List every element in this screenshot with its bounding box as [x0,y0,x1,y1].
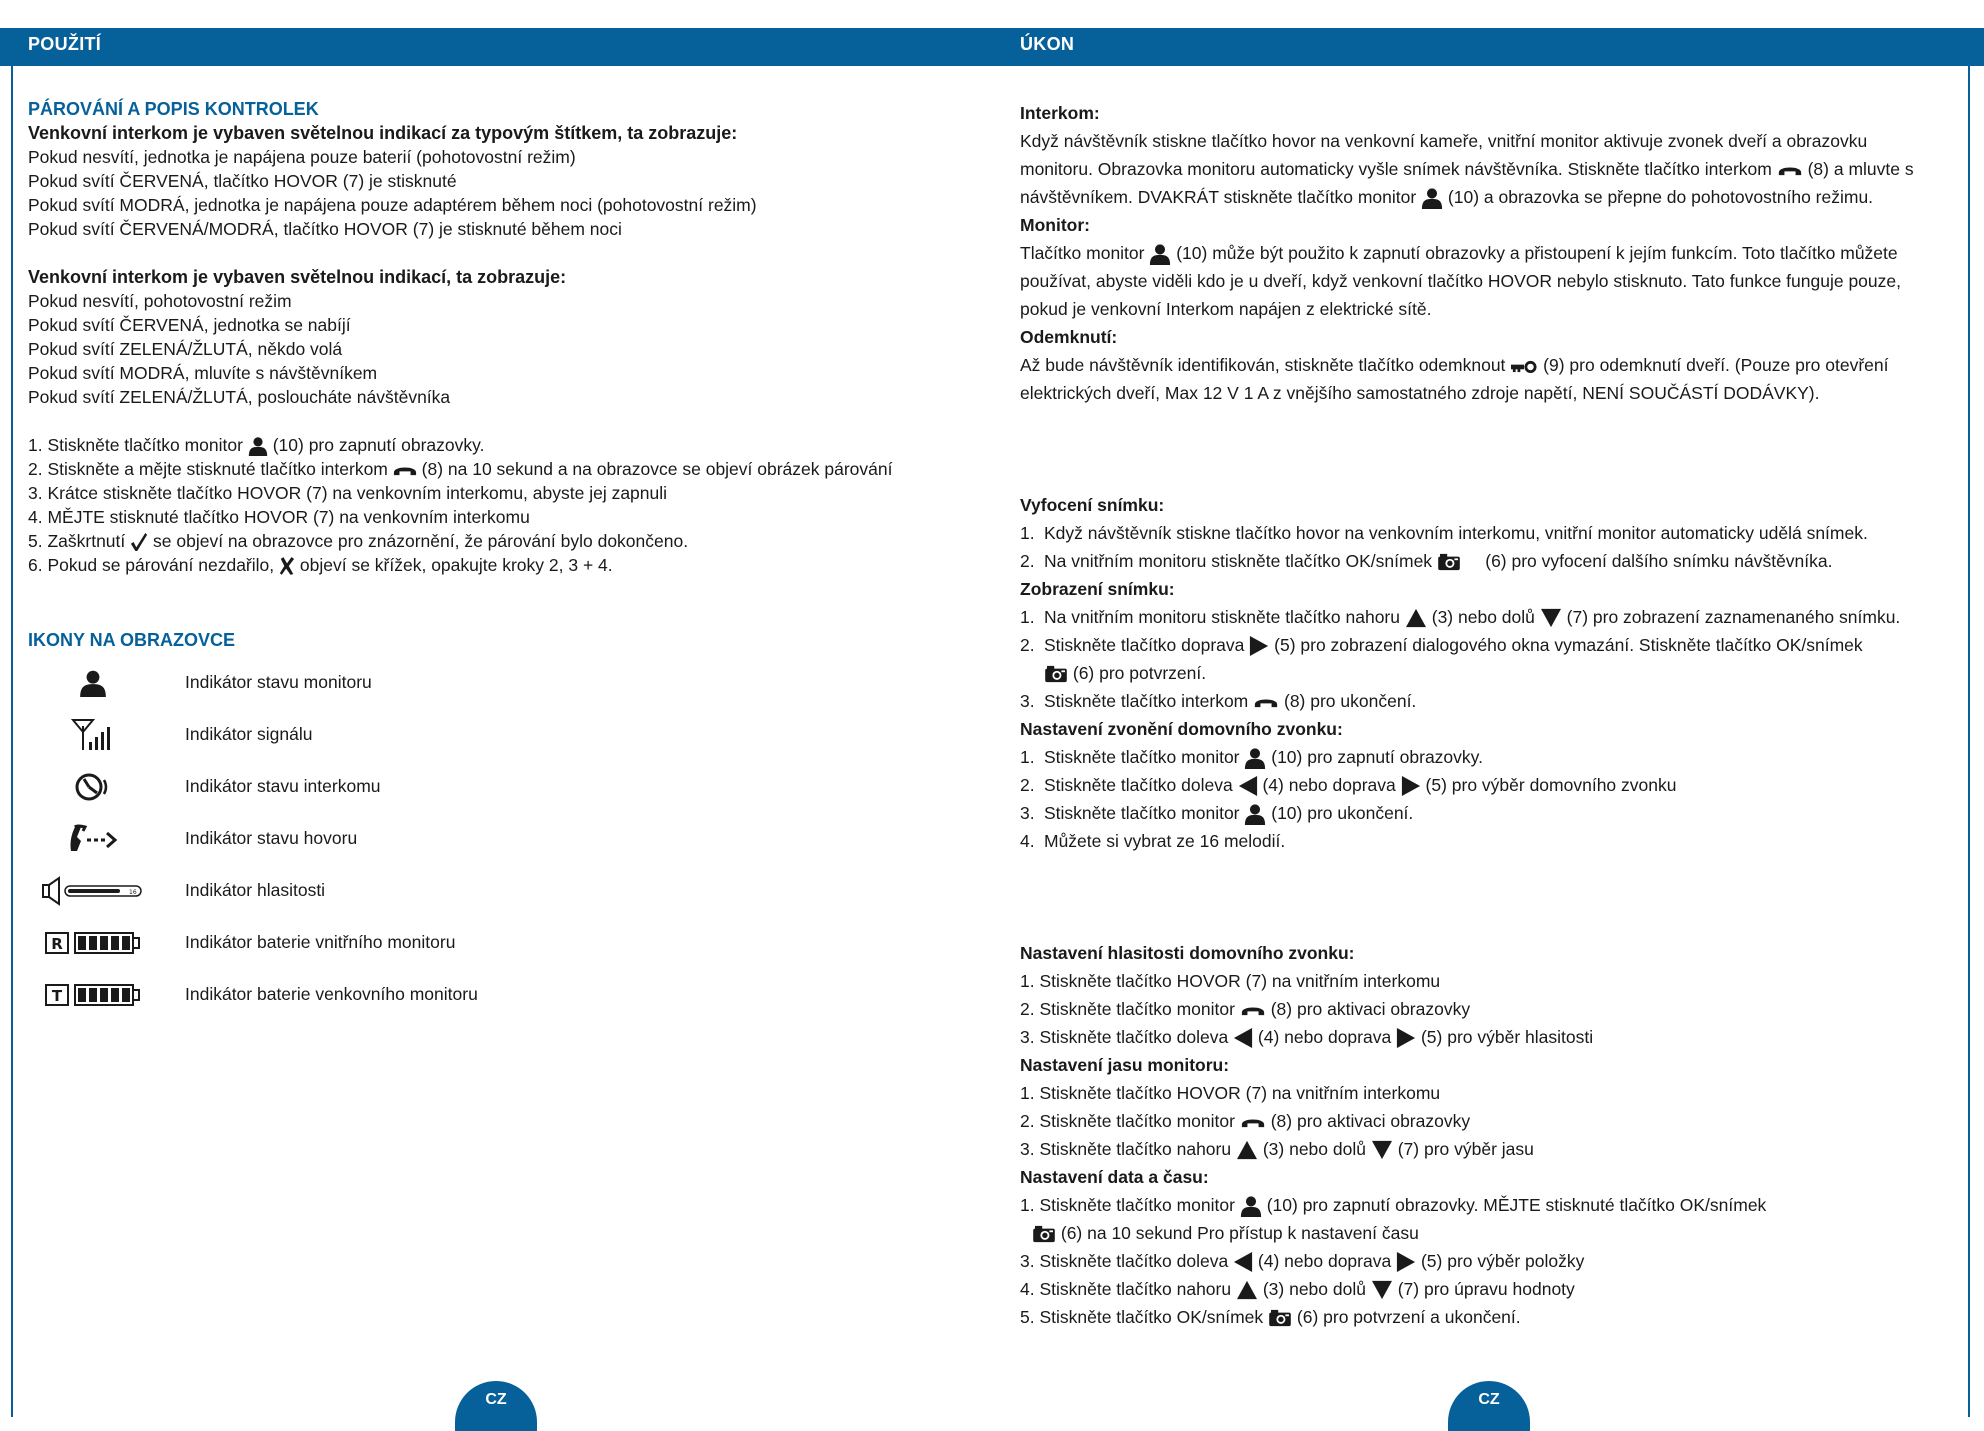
page-tab-left: CZ [455,1381,537,1431]
unlock-title: Odemknutí: [1020,327,1118,347]
intercom-line: návštěvníkem. DVAKRÁT stiskněte tlačítko monitor (10) a obrazovka se přepne do pohotovostního režimu. [1020,183,1970,211]
unlock-line: elektrických dveří, Max 12 V 1 A z vnějšího samostatného zdroje napětí, NENÍ SOUČÁSTÍ DODÁVKY). [1020,383,1820,403]
svg-text:16: 16 [129,889,137,896]
pairing-block2-line: Pokud nesvítí, pohotovostní režim [28,291,292,311]
icon-label: Indikátor stavu hovoru [185,828,358,848]
pairing-step-1: 1. Stiskněte tlačítko monitor (10) pro zapnutí obrazovky. [28,435,485,455]
down-arrow-icon [1371,1140,1393,1160]
battery-t-icon [45,982,141,1008]
volume-line: 3. Stiskněte tlačítko doleva (4) nebo doprava (5) pro výběr hlasitosti [1020,1023,1970,1051]
icon-label: Indikátor hlasitosti [185,880,326,900]
down-arrow-icon [1540,608,1562,628]
icon-row [28,663,728,703]
icon-label: Indikátor baterie venkovního monitoru [185,984,478,1004]
person-icon [1240,1195,1262,1217]
view-item: 2. Stiskněte tlačítko doprava (5) pro zobrazení dialogového okna vymazání. Stiskněte tlačítko OK/snímek [1020,631,1970,659]
datetime-line: 5. Stiskněte tlačítko OK/snímek (6) pro potvrzení a ukončení. [1020,1307,1521,1327]
intercom-line: Když návštěvník stiskne tlačítko hovor na venkovní kameře, vnitřní monitor aktivuje zvonek dveří a obrazovku [1020,131,1868,151]
key-icon [1510,360,1538,373]
camera-icon [1032,1225,1056,1243]
monitor-line: pokud je venkovní Interkom napájen z elektrické sítě. [1020,299,1432,319]
icon-label: Indikátor signálu [185,724,313,744]
icon-label: Indikátor stavu interkomu [185,776,381,796]
monitor-line: používat, abyste viděli kdo je u dveří, když venkovní tlačítko HOVOR nebylo stisknuto. Tato funkce funguje pouze, [1020,271,1901,291]
up-arrow-icon [1236,1140,1258,1160]
icon-row [28,715,728,755]
icon-row [28,975,728,1015]
icon-label: Indikátor baterie vnitřního monitoru [185,932,456,952]
icon-row [28,819,728,859]
right-arrow-icon [1249,635,1269,657]
left-arrow-icon [1233,1251,1253,1273]
camera-icon [1044,665,1068,683]
phone-icon [1240,1004,1266,1017]
pairing-block1-heading: Venkovní interkom je vybaven světelnou indikací za typovým štítkem, ta zobrazuje: [28,123,738,143]
volume-title: Nastavení hlasitosti domovního zvonku: [1020,943,1355,963]
icons-title: IKONY NA OBRAZOVCE [28,630,236,650]
pairing-block1-line: Pokud svítí ČERVENÁ, tlačítko HOVOR (7) je stisknuté [28,171,457,191]
pairing-step-5: 5. Zaškrtnutí se objeví na obrazovce pro znázornění, že párování bylo dokončeno. [28,531,689,551]
down-arrow-icon [1371,1280,1393,1300]
view-item: 1. Na vnitřním monitoru stiskněte tlačítko nahoru (3) nebo dolů (7) pro zobrazení zaznamenaného snímku. [1020,607,1901,627]
snapshot-item: 1. Když návštěvník stiskne tlačítko hovor na venkovním interkomu, vnitřní monitor automaticky udělá snímek. [1020,523,1868,543]
pairing-block2-line: Pokud svítí ZELENÁ/ŽLUTÁ, někdo volá [28,339,343,359]
datetime-title: Nastavení data a času: [1020,1167,1209,1187]
volume-line: 2. Stiskněte tlačítko monitor (8) pro aktivaci obrazovky [1020,999,1471,1019]
pairing-block1-line: Pokud svítí MODRÁ, jednotka je napájena pouze adaptérem během noci (pohotovostní režim) [28,195,757,215]
datetime-line: 4. Stiskněte tlačítko nahoru (3) nebo dolů (7) pro úpravu hodnoty [1020,1279,1575,1299]
icon-row [28,767,728,807]
battery-letter: R [51,935,63,953]
page-tab-right: CZ [1448,1381,1530,1431]
left-arrow-icon [1238,775,1258,797]
pairing-step-4: 4. MĚJTE stisknuté tlačítko HOVOR (7) na venkovním interkomu [28,507,530,527]
battery-r-icon [45,930,141,956]
ring-item: 3. Stiskněte tlačítko monitor (10) pro ukončení. [1020,799,1970,827]
right-arrow-icon [1396,1027,1416,1049]
intercom-status-icon [73,771,113,803]
pairing-title: PÁROVÁNÍ A POPIS KONTROLEK [28,99,319,119]
brightness-title: Nastavení jasu monitoru: [1020,1055,1230,1075]
up-arrow-icon [1405,608,1427,628]
person-icon [1421,187,1443,209]
header-right-title: ÚKON [1020,34,1075,54]
ring-item: 1. Stiskněte tlačítko monitor (10) pro zapnutí obrazovky. [1020,743,1970,771]
person-icon [1244,747,1266,769]
brightness-line: 1. Stiskněte tlačítko HOVOR (7) na vnitřním interkomu [1020,1083,1441,1103]
unlock-line: Až bude návštěvník identifikován, stiskněte tlačítko odemknout (9) pro odemknutí dveří. (Pouze pro otevření [1020,355,1889,375]
pairing-step-6: 6. Pokud se párování nezdařilo, objeví se křížek, opakujte kroky 2, 3 + 4. [28,555,613,575]
person-icon [1149,243,1171,265]
icon-row [28,923,728,963]
icon-label: Indikátor stavu monitoru [185,672,372,692]
view-item: 3. Stiskněte tlačítko interkom (8) pro ukončení. [1020,691,1417,711]
monitor-title: Monitor: [1020,215,1090,235]
pairing-block2-heading: Venkovní interkom je vybaven světelnou indikací, ta zobrazuje: [28,267,567,287]
pairing-block2-line: Pokud svítí ČERVENÁ, jednotka se nabíjí [28,315,351,335]
datetime-line: 1. Stiskněte tlačítko monitor (10) pro zapnutí obrazovky. MĚJTE stisknuté tlačítko OK/snímek [1020,1191,1970,1219]
left-column [28,97,988,577]
pairing-block2-line: Pokud svítí ZELENÁ/ŽLUTÁ, posloucháte návštěvníka [28,387,451,407]
person-icon [1244,803,1266,825]
checkmark-icon [130,532,148,552]
right-arrow-icon [1401,775,1421,797]
brightness-line: 2. Stiskněte tlačítko monitor (8) pro aktivaci obrazovky [1020,1111,1471,1131]
person-icon [79,669,107,697]
header-bar [0,28,1984,66]
pairing-step-2: 2. Stiskněte a mějte stisknuté tlačítko interkom (8) na 10 sekund a na obrazovce se objeví obrázek párování [28,459,893,479]
ring-item: 2. Stiskněte tlačítko doleva (4) nebo doprava (5) pro výběr domovního zvonku [1020,771,1970,799]
call-status-icon [67,823,119,855]
intercom-line: monitoru. Obrazovka monitoru automaticky vyšle snímek návštěvníka. Stiskněte tlačítko interkom (8) a mluvte s [1020,159,1914,179]
camera-icon [1268,1309,1292,1327]
phone-icon [1240,1116,1266,1129]
phone-icon [1777,164,1803,177]
snapshot-item: 2. Na vnitřním monitoru stiskněte tlačítko OK/snímek (6) pro vyfocení dalšího snímku návštěvníka. [1020,551,1833,571]
ring-item: 4. Můžete si vybrat ze 16 melodií. [1020,831,1286,851]
pairing-block1-line: Pokud nesvítí, jednotka je napájena pouze baterií (pohotovostní režim) [28,147,576,167]
brightness-line: 3. Stiskněte tlačítko nahoru (3) nebo dolů (7) pro výběr jasu [1020,1139,1534,1159]
pairing-step-3: 3. Krátce stiskněte tlačítko HOVOR (7) na venkovním interkomu, abyste jej zapnuli [28,483,668,503]
phone-icon [393,464,417,477]
up-arrow-icon [1236,1280,1258,1300]
snapshot-title: Vyfocení snímku: [1020,495,1165,515]
datetime-line: 3. Stiskněte tlačítko doleva (4) nebo doprava (5) pro výběr položky [1020,1247,1970,1275]
phone-icon [1253,696,1279,709]
camera-icon [1437,553,1461,571]
right-arrow-icon [1396,1251,1416,1273]
battery-letter: T [51,987,63,1005]
left-arrow-icon [1233,1027,1253,1049]
person-icon [248,436,268,456]
volume-line: 1. Stiskněte tlačítko HOVOR (7) na vnitřním interkomu [1020,971,1441,991]
monitor-line: Tlačítko monitor (10) může být použito k zapnutí obrazovky a přistoupení k jejím funkcím. Toto tlačítko můžete [1020,239,1970,267]
icon-row [28,871,728,911]
ring-title: Nastavení zvonění domovního zvonku: [1020,719,1343,739]
datetime-line: (6) na 10 sekund Pro přístup k nastavení času [1020,1219,1970,1247]
right-column [1020,99,1970,1331]
signal-icon [71,718,115,752]
view-title: Zobrazení snímku: [1020,579,1175,599]
view-item-cont: (6) pro potvrzení. [1020,659,1970,687]
pairing-block1-line: Pokud svítí ČERVENÁ/MODRÁ, tlačítko HOVOR (7) je stisknuté během noci [28,219,622,239]
intercom-title: Interkom: [1020,103,1100,123]
header-left-title: POUŽITÍ [28,34,102,54]
pairing-block2-line: Pokud svítí MODRÁ, mluvíte s návštěvníkem [28,363,378,383]
volume-icon [41,876,145,906]
left-border-line [11,66,13,1417]
cross-icon [279,556,295,576]
